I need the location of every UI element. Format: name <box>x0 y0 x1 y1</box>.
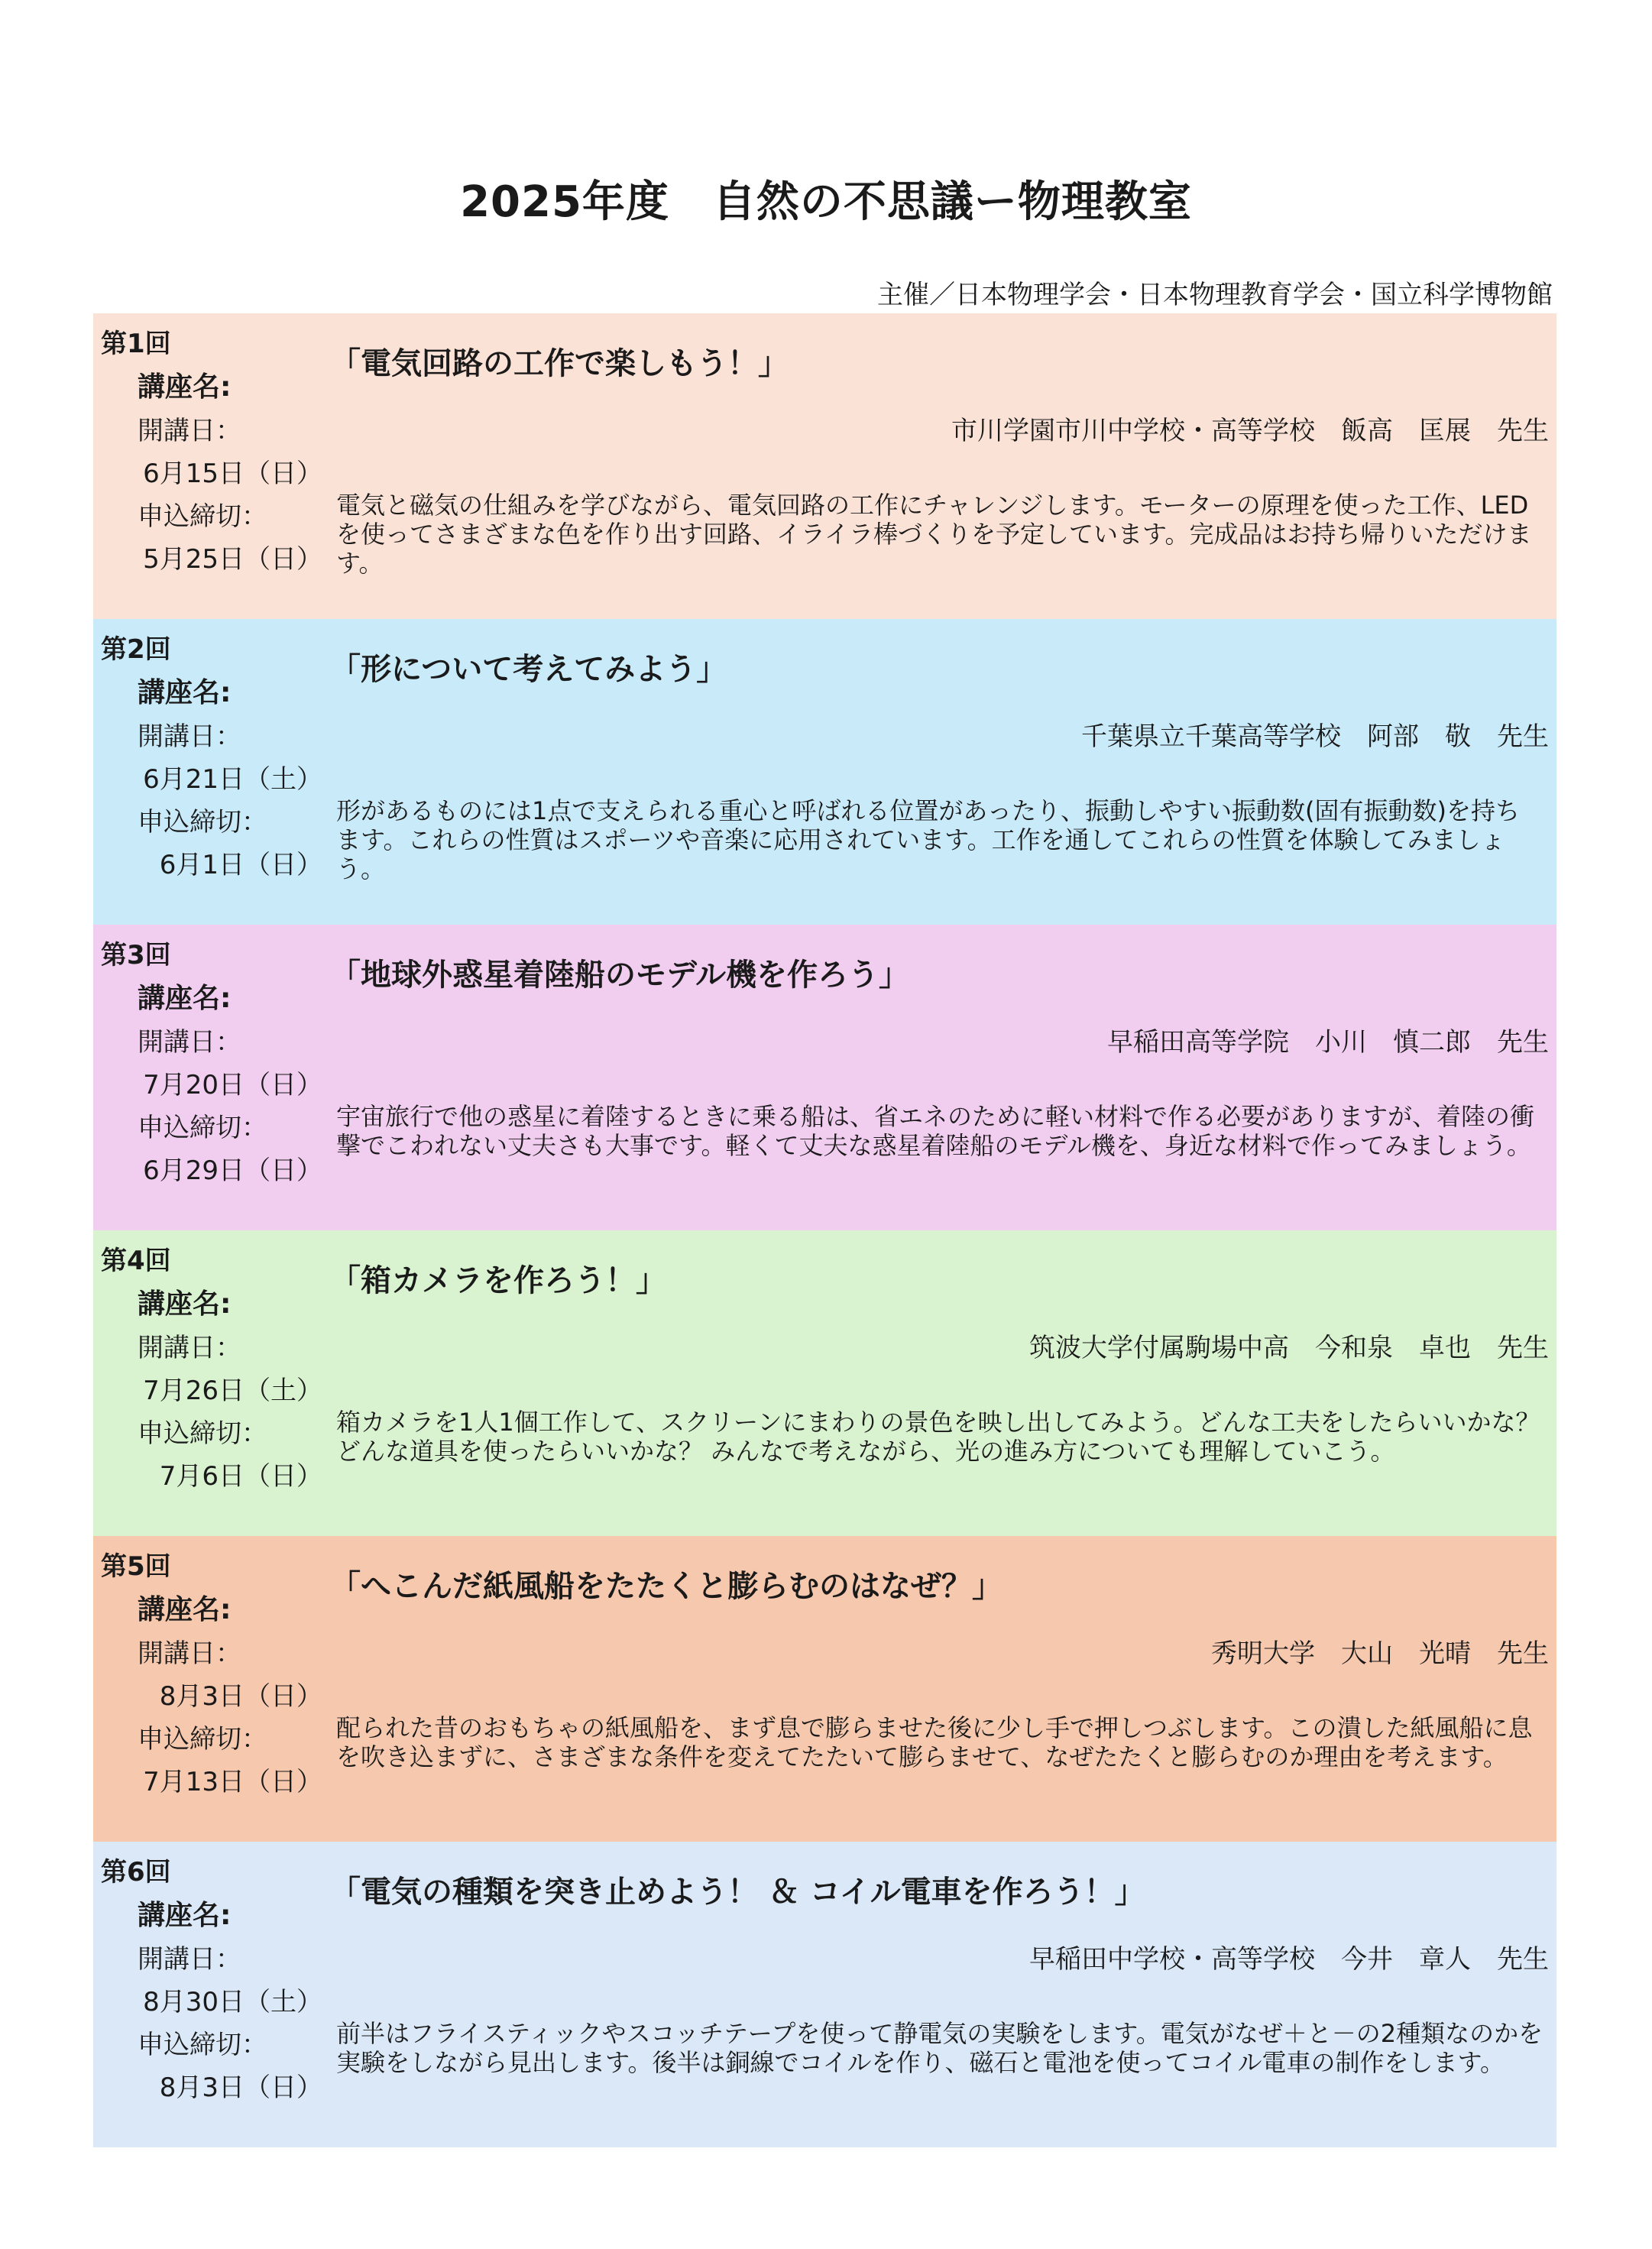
course-name-label: 講座名: <box>138 1288 232 1320</box>
teacher: 秀明大学 大山 光晴 先生 <box>1211 1638 1549 1669</box>
course-name-label: 講座名: <box>138 677 232 708</box>
open-date-label: 開講日： <box>138 1638 241 1669</box>
course-description: 電気と磁気の仕組みを学びながら、電気回路の工作にチャレンジします。モーターの原理を使った工作、LEDを使ってさまざまな色を作り出す回路、イライラ棒づくりを予定しています。完成品はお持ち帰りいただけます。 <box>336 491 1532 578</box>
course-title: 「箱カメラを作ろう！」 <box>330 1263 666 1298</box>
course-title: 「へこんだ紙風船をたたくと膨らむのはなぜ？」 <box>330 1569 1003 1604</box>
deadline-label: 申込締切： <box>138 1724 267 1755</box>
course-title: 「地球外惑星着陸船のモデル機を作ろう」 <box>330 958 909 993</box>
session-2 <box>93 619 1556 925</box>
session-number: 第3回 <box>101 940 171 971</box>
deadline-label: 申込締切： <box>138 1113 267 1143</box>
deadline-date: 7月6日（日） <box>159 1461 322 1492</box>
teacher: 早稲田高等学院 小川 慎二郎 先生 <box>1107 1027 1549 1058</box>
open-date: 6月21日（土） <box>143 764 322 795</box>
session-list <box>93 313 1556 2147</box>
open-date: 7月26日（土） <box>143 1376 322 1406</box>
open-date: 8月30日（土） <box>143 1987 322 2017</box>
course-title: 「電気の種類を突き止めよう！ ＆ コイル電車を作ろう！」 <box>330 1875 1145 1910</box>
deadline-label: 申込締切： <box>138 501 267 532</box>
open-date: 7月20日（日） <box>143 1070 322 1100</box>
course-name-label: 講座名: <box>138 983 232 1014</box>
teacher: 市川学園市川中学校・高等学校 飯高 匡展 先生 <box>951 416 1549 446</box>
session-number: 第6回 <box>101 1857 171 1888</box>
course-title: 「形について考えてみよう」 <box>330 652 727 687</box>
open-date-label: 開講日： <box>138 1333 241 1363</box>
course-description: 配られた昔のおもちゃの紙風船を、まず息で膨らませた後に少し手で押しつぶします。この潰した紙風船に息を吹き込まずに、さまざまな条件を変えてたたいて膨らませて、なぜたたくと膨らむのか理由を考えます。 <box>336 1713 1533 1771</box>
deadline-date: 7月13日（日） <box>143 1767 322 1797</box>
course-name-label: 講座名: <box>138 1900 232 1931</box>
open-date-label: 開講日： <box>138 416 241 446</box>
teacher: 早稲田中学校・高等学校 今井 章人 先生 <box>1029 1944 1549 1975</box>
session-number: 第5回 <box>101 1551 171 1582</box>
session-number: 第4回 <box>101 1246 171 1276</box>
teacher: 千葉県立千葉高等学校 阿部 敬 先生 <box>1081 721 1549 752</box>
course-title: 「電気回路の工作で楽しもう！」 <box>330 346 789 381</box>
open-date-label: 開講日： <box>138 721 241 752</box>
deadline-date: 6月29日（日） <box>143 1155 322 1186</box>
session-5 <box>93 1536 1556 1842</box>
deadline-label: 申込締切： <box>138 2030 267 2060</box>
course-description: 前半はフライスティックやスコッチテープを使って静電気の実験をします。電気がなぜ＋と－の2種類なのかを実験をしながら見出します。後半は銅線でコイルを作り、磁石と電池を使ってコイル電車の制作をします。 <box>336 2019 1543 2077</box>
deadline-label: 申込締切： <box>138 1418 267 1449</box>
open-date: 6月15日（日） <box>143 459 322 489</box>
organizer-line: 主催／日本物理学会・日本物理教育学会・国立科学博物館 <box>877 280 1553 310</box>
session-3 <box>93 925 1556 1230</box>
open-date: 8月3日（日） <box>159 1681 322 1712</box>
deadline-label: 申込締切： <box>138 807 267 838</box>
course-description: 宇宙旅行で他の惑星に着陸するときに乗る船は、省エネのために軽い材料で作る必要がありますが、着陸の衝撃でこわれない丈夫さも大事です。軽くて丈夫な惑星着陸船のモデル機を、身近な材料で作ってみましょう。 <box>336 1102 1535 1160</box>
session-number: 第1回 <box>101 329 171 359</box>
deadline-date: 6月1日（日） <box>159 850 322 880</box>
session-6 <box>93 1842 1556 2147</box>
session-1 <box>93 313 1556 619</box>
course-description: 形があるものには1点で支えられる重心と呼ばれる位置があったり、振動しやすい振動数(固有振動数)を持ちます。これらの性質はスポーツや音楽に応用されています。工作を通してこれらの性質を体験してみましょう。 <box>336 796 1521 883</box>
open-date-label: 開講日： <box>138 1027 241 1058</box>
course-name-label: 講座名: <box>138 371 232 403</box>
teacher: 筑波大学付属駒場中高 今和泉 卓也 先生 <box>1029 1333 1549 1363</box>
deadline-date: 8月3日（日） <box>159 2072 322 2103</box>
session-number: 第2回 <box>101 634 171 665</box>
open-date-label: 開講日： <box>138 1944 241 1975</box>
course-description: 箱カメラを1人1個工作して、スクリーンにまわりの景色を映し出してみよう。どんな工夫をしたらいいかな？どんな道具を使ったらいいかな？ みんなで考えながら、光の進み方についても理解していこう。 <box>336 1408 1540 1466</box>
deadline-date: 5月25日（日） <box>143 544 322 575</box>
page-title: 2025年度 自然の不思議ー物理教室 <box>460 177 1192 227</box>
course-name-label: 講座名: <box>138 1594 232 1625</box>
session-4 <box>93 1230 1556 1536</box>
